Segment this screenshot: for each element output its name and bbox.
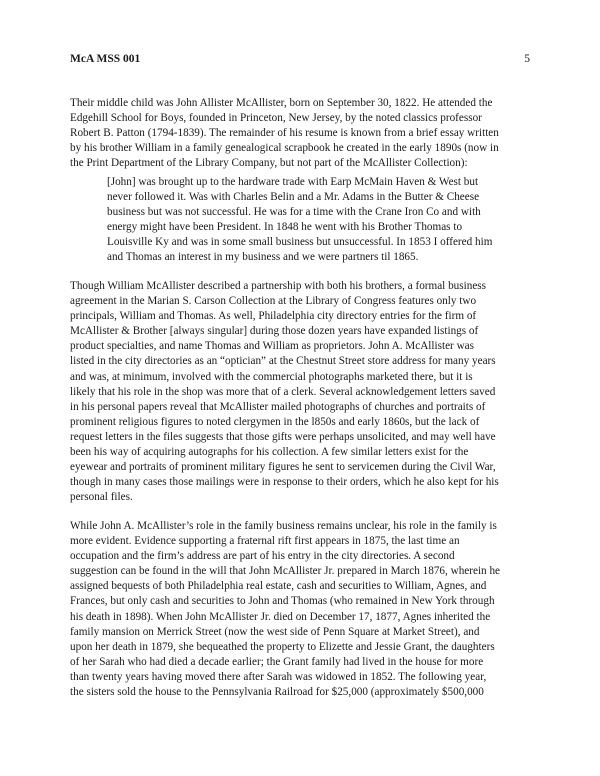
text-line: Edgehill School for Boys, founded in Princeton, New Jersey, by the noted classics professor bbox=[70, 112, 482, 125]
text-line: prominent religious figures to noted clergymen in the l850s and early 1860s, but the lack of bbox=[70, 415, 480, 428]
paragraph-intro bbox=[70, 96, 532, 171]
text-line: Though William McAllister described a partnership with both his brothers, a formal business bbox=[70, 280, 486, 292]
text-line: and was, at minimum, involved with the commercial photographs marketed there, but it is bbox=[70, 370, 473, 383]
text-line: Robert B. Patton (1794-1839). The remainder of his resume is known from a brief essay written bbox=[70, 127, 499, 140]
text-line: eyewear and portraits of prominent military figures he sent to servicemen during the Civil War, bbox=[70, 461, 496, 474]
text-line: McAllister & Brother [always singular] during those dozen years have expanded listings of bbox=[70, 325, 479, 338]
text-line: business but was not successful. He was for a time with the Crane Iron Co and with bbox=[107, 206, 481, 219]
text-line: While John A. McAllister’s role in the family business remains unclear, his role in the family is bbox=[70, 520, 497, 532]
text-line: of her Sarah who had died a decade earlier; the Grant family had lived in the house for more bbox=[70, 655, 484, 668]
block-quote bbox=[107, 175, 532, 266]
collection-id: McA MSS 001 bbox=[70, 53, 141, 65]
text-line: suggestion can be found in the will that John McAllister Jr. prepared in March 1876, wherein he bbox=[70, 565, 500, 578]
text-line: the sisters sold the house to the Pennsylvania Railroad for $25,000 (approximately $500,000 bbox=[70, 686, 484, 699]
text-line: occupation and the firm’s address are part of his entry in the city directories. A second bbox=[70, 550, 455, 563]
text-line: been his way of acquiring autographs for his collection. A few similar letters exist for the bbox=[70, 446, 469, 459]
text-line: likely that his role in the shop was more that of a clerk. Several acknowledgement letters saved bbox=[70, 385, 496, 398]
text-line: Frances, but only cash and securities to John and Thomas (who remained in New York through bbox=[70, 595, 495, 608]
text-line: and Thomas an interest in my business and we were partners til 1865. bbox=[107, 251, 419, 264]
paragraph-family-role bbox=[70, 519, 532, 700]
text-line: Their middle child was John Allister McAllister, born on September 30, 1822. He attended the bbox=[70, 97, 493, 109]
page-number: 5 bbox=[524, 53, 530, 65]
text-line: in his personal papers reveal that McAllister mailed photographs of churches and portraits of bbox=[70, 400, 486, 413]
text-line: agreement in the Marian S. Carson Collection at the Library of Congress features only two bbox=[70, 295, 477, 308]
text-line: more evident. Evidence supporting a fraternal rift first appears in 1875, the last time an bbox=[70, 535, 460, 548]
text-line: energy might have been President. In 1848 he went with his Brother Thomas to bbox=[107, 221, 463, 234]
text-line: personal files. bbox=[70, 491, 133, 504]
text-line: principals, William and Thomas. As well, Philadelphia city directory entries for the firm of bbox=[70, 310, 477, 323]
text-line: Louisville Ky and was in some small business but unsuccessful. In 1853 I offered him bbox=[107, 236, 493, 249]
text-line: request letters in the files suggests that those gifts were perhaps unsolicited, and may well have bbox=[70, 430, 496, 443]
text-line: the Print Department of the Library Company, but not part of the McAllister Collection): bbox=[70, 157, 468, 170]
text-line: by his brother William in a family genealogical scrapbook he created in the early 1890s (now in bbox=[70, 142, 499, 155]
text-line: though in many cases those mailings were in response to their orders, which he also kept for his bbox=[70, 476, 499, 489]
text-line: his death in 1898). When John McAllister Jr. died on December 17, 1877, Agnes inherited the bbox=[70, 610, 491, 623]
text-line: assigned bequests of both Philadelphia real estate, cash and securities to William, Agnes, and bbox=[70, 580, 487, 593]
paragraph-partnership bbox=[70, 279, 532, 505]
text-line: [John] was brought up to the hardware trade with Earp McMain Haven & West but bbox=[107, 176, 479, 188]
page-header bbox=[70, 53, 530, 69]
text-line: upon her death in 1879, she bequeathed the property to Elizette and Jessie Grant, the daughters bbox=[70, 640, 495, 653]
text-line: listed in the city directories as an “optician” at the Chestnut Street store address for many years bbox=[70, 355, 496, 368]
text-line: never followed it. Was with Charles Belin and a Mr. Adams in the Butter & Cheese bbox=[107, 191, 480, 204]
text-line: product specialties, and name Thomas and William as proprietors. John A. McAllister was bbox=[70, 340, 474, 353]
text-line: than twenty years having moved there after Sarah was widowed in 1852. The following year, bbox=[70, 670, 487, 683]
text-line: family mansion on Merrick Street (now the west side of Penn Square at Market Street), and bbox=[70, 625, 480, 638]
